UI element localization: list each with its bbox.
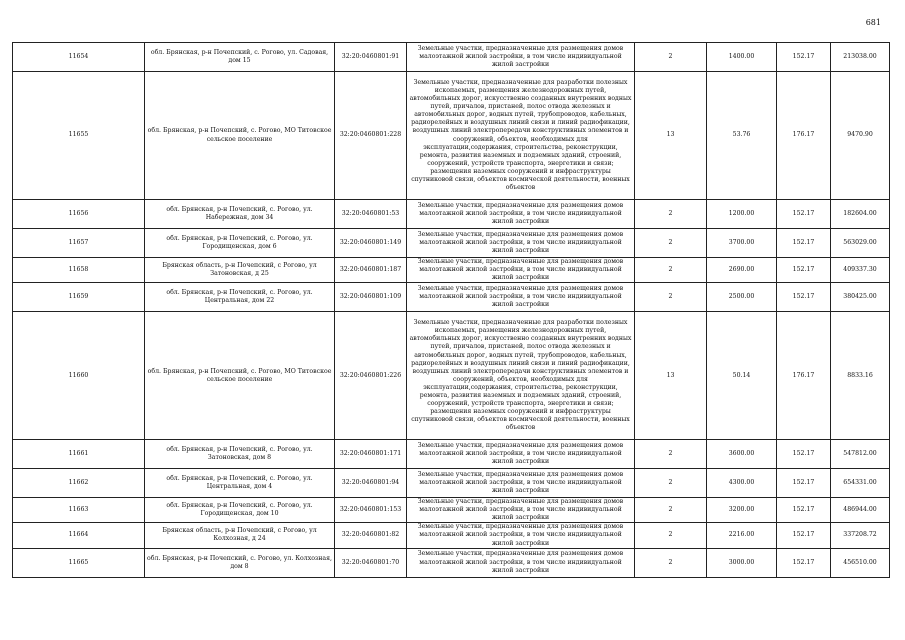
row-number-cell: 11659 <box>13 283 145 312</box>
category-code-cell: 2 <box>635 469 707 498</box>
table-row <box>13 200 890 229</box>
row-number-cell: 11656 <box>13 200 145 229</box>
address-cell: обл. Брянская, р-н Почепский, с. Рогово, МО Титовское сельское поселение <box>145 312 335 440</box>
row-number-cell: 11664 <box>13 523 145 548</box>
row-number-cell: 11665 <box>13 548 145 577</box>
area-cell: 1400.00 <box>707 43 777 72</box>
category-code-cell: 2 <box>635 523 707 548</box>
land-use-cell: Земельные участки, предназначенные для разработки полезных ископаемых, размещения железнодорожных путей, автомобильных дорог, искусственно созданных внутренних водных путей, причалов, пристаней, полос отвода железных и автомобильных дорог, водных путей, трубопроводов, кабельных, радиорелейных и воздушных линий связи и линий радиофикации, воздушных линий электропередачи конструктивных элементов и сооружений, объектов, необходимых для эксплуатации,содержания, строительства, реконструкции, ремонта, развития наземных и подземных зданий, строений, сооружений, устройств транспорта, энергетики и связи; размещения наземных сооружений и инфраструктуры спутниковой связи, объектов космической деятельности, военных объектов <box>407 72 635 200</box>
land-use-cell: Земельные участки, предназначенные для размещения домов малоэтажной жилой застройки, в том числе индивидуальной жилой застройки <box>407 440 635 469</box>
row-number-cell: 11660 <box>13 312 145 440</box>
cadastral-value-cell: 547812.00 <box>831 440 890 469</box>
cadastral-value-cell: 182604.00 <box>831 200 890 229</box>
cadastral-value-cell: 337208.72 <box>831 523 890 548</box>
address-cell: обл. Брянская, р-н Почепский, с. Рогово, ул. Колхозная, дом 8 <box>145 548 335 577</box>
land-use-cell: Земельные участки, предназначенные для размещения домов малоэтажной жилой застройки, в том числе индивидуальной жилой застройки <box>407 258 635 283</box>
row-number-cell: 11657 <box>13 229 145 258</box>
cadastral-number-cell: 32:20:0460801:94 <box>335 469 407 498</box>
area-cell: 3600.00 <box>707 440 777 469</box>
registry-body <box>13 43 890 578</box>
row-number-cell: 11661 <box>13 440 145 469</box>
address-cell: обл. Брянская, р-н Почепский, с. Рогово, ул. Центральная, дом 4 <box>145 469 335 498</box>
area-cell: 3700.00 <box>707 229 777 258</box>
table-row <box>13 523 890 548</box>
table-row <box>13 229 890 258</box>
cadastral-number-cell: 32:20:0460801:171 <box>335 440 407 469</box>
table-row <box>13 498 890 523</box>
land-use-cell: Земельные участки, предназначенные для размещения домов малоэтажной жилой застройки, в том числе индивидуальной жилой застройки <box>407 548 635 577</box>
address-cell: обл. Брянская, р-н Почепский, с. Рогово, ул. Затоновская, дом 8 <box>145 440 335 469</box>
row-number-cell: 11654 <box>13 43 145 72</box>
cadastral-number-cell: 32:20:0460801:149 <box>335 229 407 258</box>
table-row <box>13 72 890 200</box>
address-cell: Брянская область, р-н Почепский, с Рогово, ул Колхозная, д 24 <box>145 523 335 548</box>
cadastral-number-cell: 32:20:0460801:187 <box>335 258 407 283</box>
area-cell: 3200.00 <box>707 498 777 523</box>
rate-cell: 176.17 <box>777 312 831 440</box>
rate-cell: 152.17 <box>777 498 831 523</box>
cadastral-value-cell: 380425.00 <box>831 283 890 312</box>
land-use-cell: Земельные участки, предназначенные для размещения домов малоэтажной жилой застройки, в том числе индивидуальной жилой застройки <box>407 200 635 229</box>
area-cell: 50.14 <box>707 312 777 440</box>
land-use-cell: Земельные участки, предназначенные для разработки полезных ископаемых, размещения железнодорожных путей, автомобильных дорог, искусственно созданных внутренних водных путей, причалов, пристаней, полос отвода железных и автомобильных дорог, водных путей, трубопроводов, кабельных, радиорелейных и воздушных линий связи и линий радиофикации, воздушных линий электропередачи конструктивных элементов и сооружений, объектов, необходимых для эксплуатации,содержания, строительства, реконструкции, ремонта, развития наземных и подземных зданий, строений, сооружений, устройств транспорта, энергетики и связи; размещения наземных сооружений и инфраструктуры спутниковой связи, объектов космической деятельности, военных объектов <box>407 312 635 440</box>
address-cell: обл. Брянская, р-н Почепский, с. Рогово, ул. Набережная, дом 34 <box>145 200 335 229</box>
address-cell: обл. Брянская, р-н Почепский, с. Рогово, ул. Городищенская, дом 6 <box>145 229 335 258</box>
rate-cell: 176.17 <box>777 72 831 200</box>
area-cell: 1200.00 <box>707 200 777 229</box>
area-cell: 2216.00 <box>707 523 777 548</box>
category-code-cell: 2 <box>635 258 707 283</box>
cadastral-number-cell: 32:20:0460801:70 <box>335 548 407 577</box>
table-row <box>13 312 890 440</box>
table-row <box>13 283 890 312</box>
table-row <box>13 258 890 283</box>
cadastral-number-cell: 32:20:0460801:82 <box>335 523 407 548</box>
category-code-cell: 2 <box>635 440 707 469</box>
area-cell: 3000.00 <box>707 548 777 577</box>
table-row <box>13 469 890 498</box>
area-cell: 2690.00 <box>707 258 777 283</box>
table-row <box>13 548 890 577</box>
cadastral-number-cell: 32:20:0460801:153 <box>335 498 407 523</box>
address-cell: обл. Брянская, р-н Почепский, с. Рогово, ул. Центральная, дом 22 <box>145 283 335 312</box>
category-code-cell: 2 <box>635 548 707 577</box>
row-number-cell: 11663 <box>13 498 145 523</box>
cadastral-value-cell: 456510.00 <box>831 548 890 577</box>
rate-cell: 152.17 <box>777 440 831 469</box>
category-code-cell: 2 <box>635 229 707 258</box>
row-number-cell: 11655 <box>13 72 145 200</box>
land-use-cell: Земельные участки, предназначенные для размещения домов малоэтажной жилой застройки, в том числе индивидуальной жилой застройки <box>407 229 635 258</box>
category-code-cell: 2 <box>635 43 707 72</box>
category-code-cell: 2 <box>635 283 707 312</box>
cadastral-value-cell: 486944.00 <box>831 498 890 523</box>
category-code-cell: 2 <box>635 200 707 229</box>
row-number-cell: 11662 <box>13 469 145 498</box>
row-number-cell: 11658 <box>13 258 145 283</box>
table-row <box>13 440 890 469</box>
rate-cell: 152.17 <box>777 229 831 258</box>
category-code-cell: 13 <box>635 72 707 200</box>
cadastral-number-cell: 32:20:0460801:109 <box>335 283 407 312</box>
land-use-cell: Земельные участки, предназначенные для размещения домов малоэтажной жилой застройки, в том числе индивидуальной жилой застройки <box>407 498 635 523</box>
cadastral-number-cell: 32:20:0460801:53 <box>335 200 407 229</box>
cadastral-number-cell: 32:20:0460801:226 <box>335 312 407 440</box>
land-use-cell: Земельные участки, предназначенные для размещения домов малоэтажной жилой застройки, в том числе индивидуальной жилой застройки <box>407 283 635 312</box>
rate-cell: 152.17 <box>777 258 831 283</box>
cadastral-value-cell: 9470.90 <box>831 72 890 200</box>
rate-cell: 152.17 <box>777 548 831 577</box>
category-code-cell: 2 <box>635 498 707 523</box>
land-use-cell: Земельные участки, предназначенные для размещения домов малоэтажной жилой застройки, в том числе индивидуальной жилой застройки <box>407 43 635 72</box>
rate-cell: 152.17 <box>777 200 831 229</box>
cadastral-value-cell: 654331.00 <box>831 469 890 498</box>
address-cell: обл. Брянская, р-н Почепский, с. Рогово, ул. Городищенская, дом 10 <box>145 498 335 523</box>
cadastral-number-cell: 32:20:0460801:91 <box>335 43 407 72</box>
area-cell: 53.76 <box>707 72 777 200</box>
land-use-cell: Земельные участки, предназначенные для размещения домов малоэтажной жилой застройки, в том числе индивидуальной жилой застройки <box>407 523 635 548</box>
cadastral-value-cell: 8833.16 <box>831 312 890 440</box>
page-number: 681 <box>865 18 881 27</box>
rate-cell: 152.17 <box>777 469 831 498</box>
cadastral-value-cell: 409337.30 <box>831 258 890 283</box>
area-cell: 4300.00 <box>707 469 777 498</box>
rate-cell: 152.17 <box>777 283 831 312</box>
cadastral-value-cell: 563029.00 <box>831 229 890 258</box>
land-registry-table <box>12 42 890 578</box>
rate-cell: 152.17 <box>777 43 831 72</box>
category-code-cell: 13 <box>635 312 707 440</box>
cadastral-value-cell: 213038.00 <box>831 43 890 72</box>
rate-cell: 152.17 <box>777 523 831 548</box>
land-use-cell: Земельные участки, предназначенные для размещения домов малоэтажной жилой застройки, в том числе индивидуальной жилой застройки <box>407 469 635 498</box>
address-cell: обл. Брянская, р-н Почепский, с. Рогово, МО Титовское сельское поселение <box>145 72 335 200</box>
cadastral-number-cell: 32:20:0460801:228 <box>335 72 407 200</box>
table-row <box>13 43 890 72</box>
area-cell: 2500.00 <box>707 283 777 312</box>
address-cell: Брянская область, р-н Почепский, с Рогово, ул Затоновская, д 25 <box>145 258 335 283</box>
address-cell: обл. Брянская, р-н Почепский, с. Рогово, ул. Садовая, дом 15 <box>145 43 335 72</box>
